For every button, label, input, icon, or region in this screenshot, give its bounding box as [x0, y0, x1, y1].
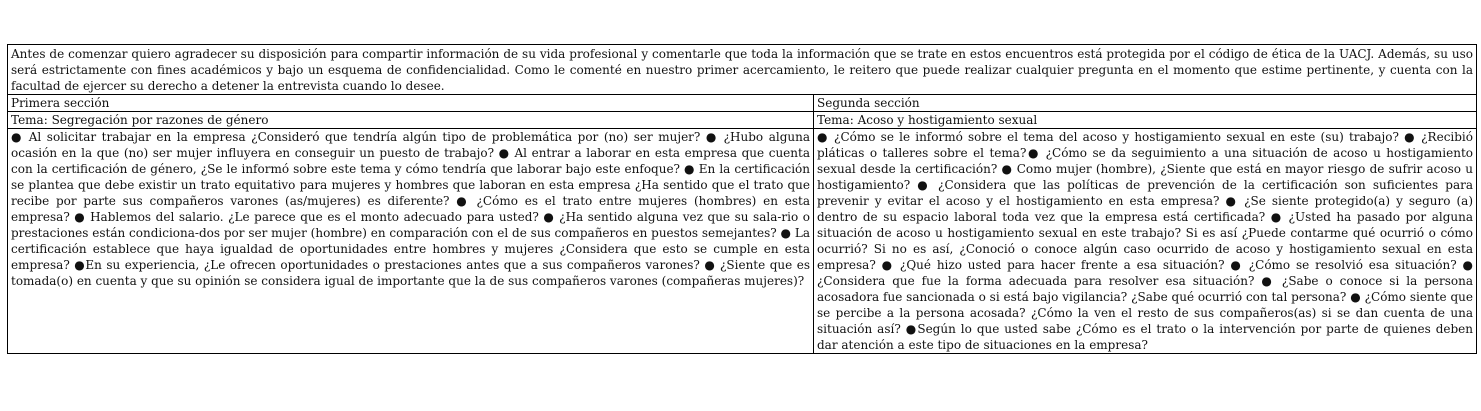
section-1-questions: ● Al solicitar trabajar en la empresa ¿Consideró que tendría algún tipo de problemática por (no) ser mujer? ● ¿Hubo alguna ocasión en la que (no) ser mujer influyera en conseguir un puesto de trabajo? ● Al entrar a laborar en esta empresa que cuenta con la certificación de género, ¿Se le informó sobre este tema y cómo tendría que laborar bajo este enfoque? ● En la certificación se plantea que debe existir un trato equitativo para mujeres y hombres que laboran en esta empresa ¿Ha sentido que el trato que recibe por parte sus compañeros varones (as/mujeres) es diferente? ● ¿Cómo es el trato entre mujeres (hombres) en esta empresa? ● Hablemos del salario. ¿Le parece que es el monto adecuado para usted? ● ¿Ha sentido alguna vez que su sala-rio o prestaciones están condiciona-dos por ser mujer (hombre) en comparación con el de sus compañeros en puestos semejantes? ● La certificación establece que haya igualdad de oportunidades entre hombres y mujeres ¿Considera que esto se cumple en esta empresa? ●En su experiencia, ¿Le ofrecen oportunidades o prestaciones antes que a sus compañeros varones? ● ¿Siente que es tomada(o) en cuenta y que su opinión se considera igual de importante que la de sus compañeros varones (compañeras mujeres)? [11, 130, 810, 288]
section-1-title: Primera sección [8, 95, 814, 112]
section-1-theme: Tema: Segregación por razones de género [8, 112, 814, 129]
section-2-theme: Tema: Acoso y hostigamiento sexual [814, 112, 1477, 129]
section-2-questions-cell [814, 129, 1477, 354]
intro-row [8, 45, 1477, 95]
questions-row [8, 129, 1477, 354]
section-1-questions-cell [8, 129, 814, 354]
section-2-questions: ● ¿Cómo se le informó sobre el tema del acoso y hostigamiento sexual en este (su) trabajo? ● ¿Recibió pláticas o talleres sobre el tema?● ¿Cómo se da seguimiento a una situación de acoso u hostigamiento sexual desde la certificación? ● Como mujer (hombre), ¿Siente que está en mayor riesgo de sufrir acoso u hostigamiento? ● ¿Considera que las políticas de prevención de la certificación son suficientes para prevenir y evitar el acoso y el hostigamiento en esta empresa? ● ¿Se siente protegido(a) y seguro (a) dentro de su espacio laboral toda vez que la empresa está certificada? ● ¿Usted ha pasado por alguna situación de acoso u hostigamiento sexual en este trabajo? Si es así ¿Puede contarme qué ocurrió o cómo ocurrió? Si no es así, ¿Conoció o conoce algún caso ocurrido de acoso y hostigamiento sexual en esta empresa? ● ¿Qué hizo usted para hacer frente a esa situación? ● ¿Cómo se resolvió esa situación? ● ¿Considera que fue la forma adecuada para resolver esa situación? ● ¿Sabe o conoce si la persona acosadora fue sancionada o si está bajo vigilancia? ¿Sabe qué ocurrió con tal persona? ● ¿Cómo siente que se percibe a la persona acosada? ¿Cómo la ven el resto de sus compañeros(as) si se dan cuenta de una situación así? ●Según lo que usted sabe ¿Cómo es el trato o la intervención por parte de quienes deben dar atención a este tipo de situaciones en la empresa? [817, 130, 1473, 352]
section-title-row [8, 95, 1477, 112]
intro-paragraph: Antes de comenzar quiero agradecer su disposición para compartir información de su vida profesional y comentarle que toda la información que se trate en estos encuentros está protegida por el código de ética de la UACJ. Además, su uso será estrictamente con fines académicos y bajo un esquema de confidencialidad. Como le comenté en nuestro primer acercamiento, le reitero que puede realizar cualquier pregunta en el momento que estime pertinente, y cuenta con la facultad de ejercer su derecho a detener la entrevista cuando lo desee. [8, 45, 1477, 95]
section-2-title: Segunda sección [814, 95, 1477, 112]
section-theme-row [8, 112, 1477, 129]
interview-guide-table [7, 44, 1477, 354]
